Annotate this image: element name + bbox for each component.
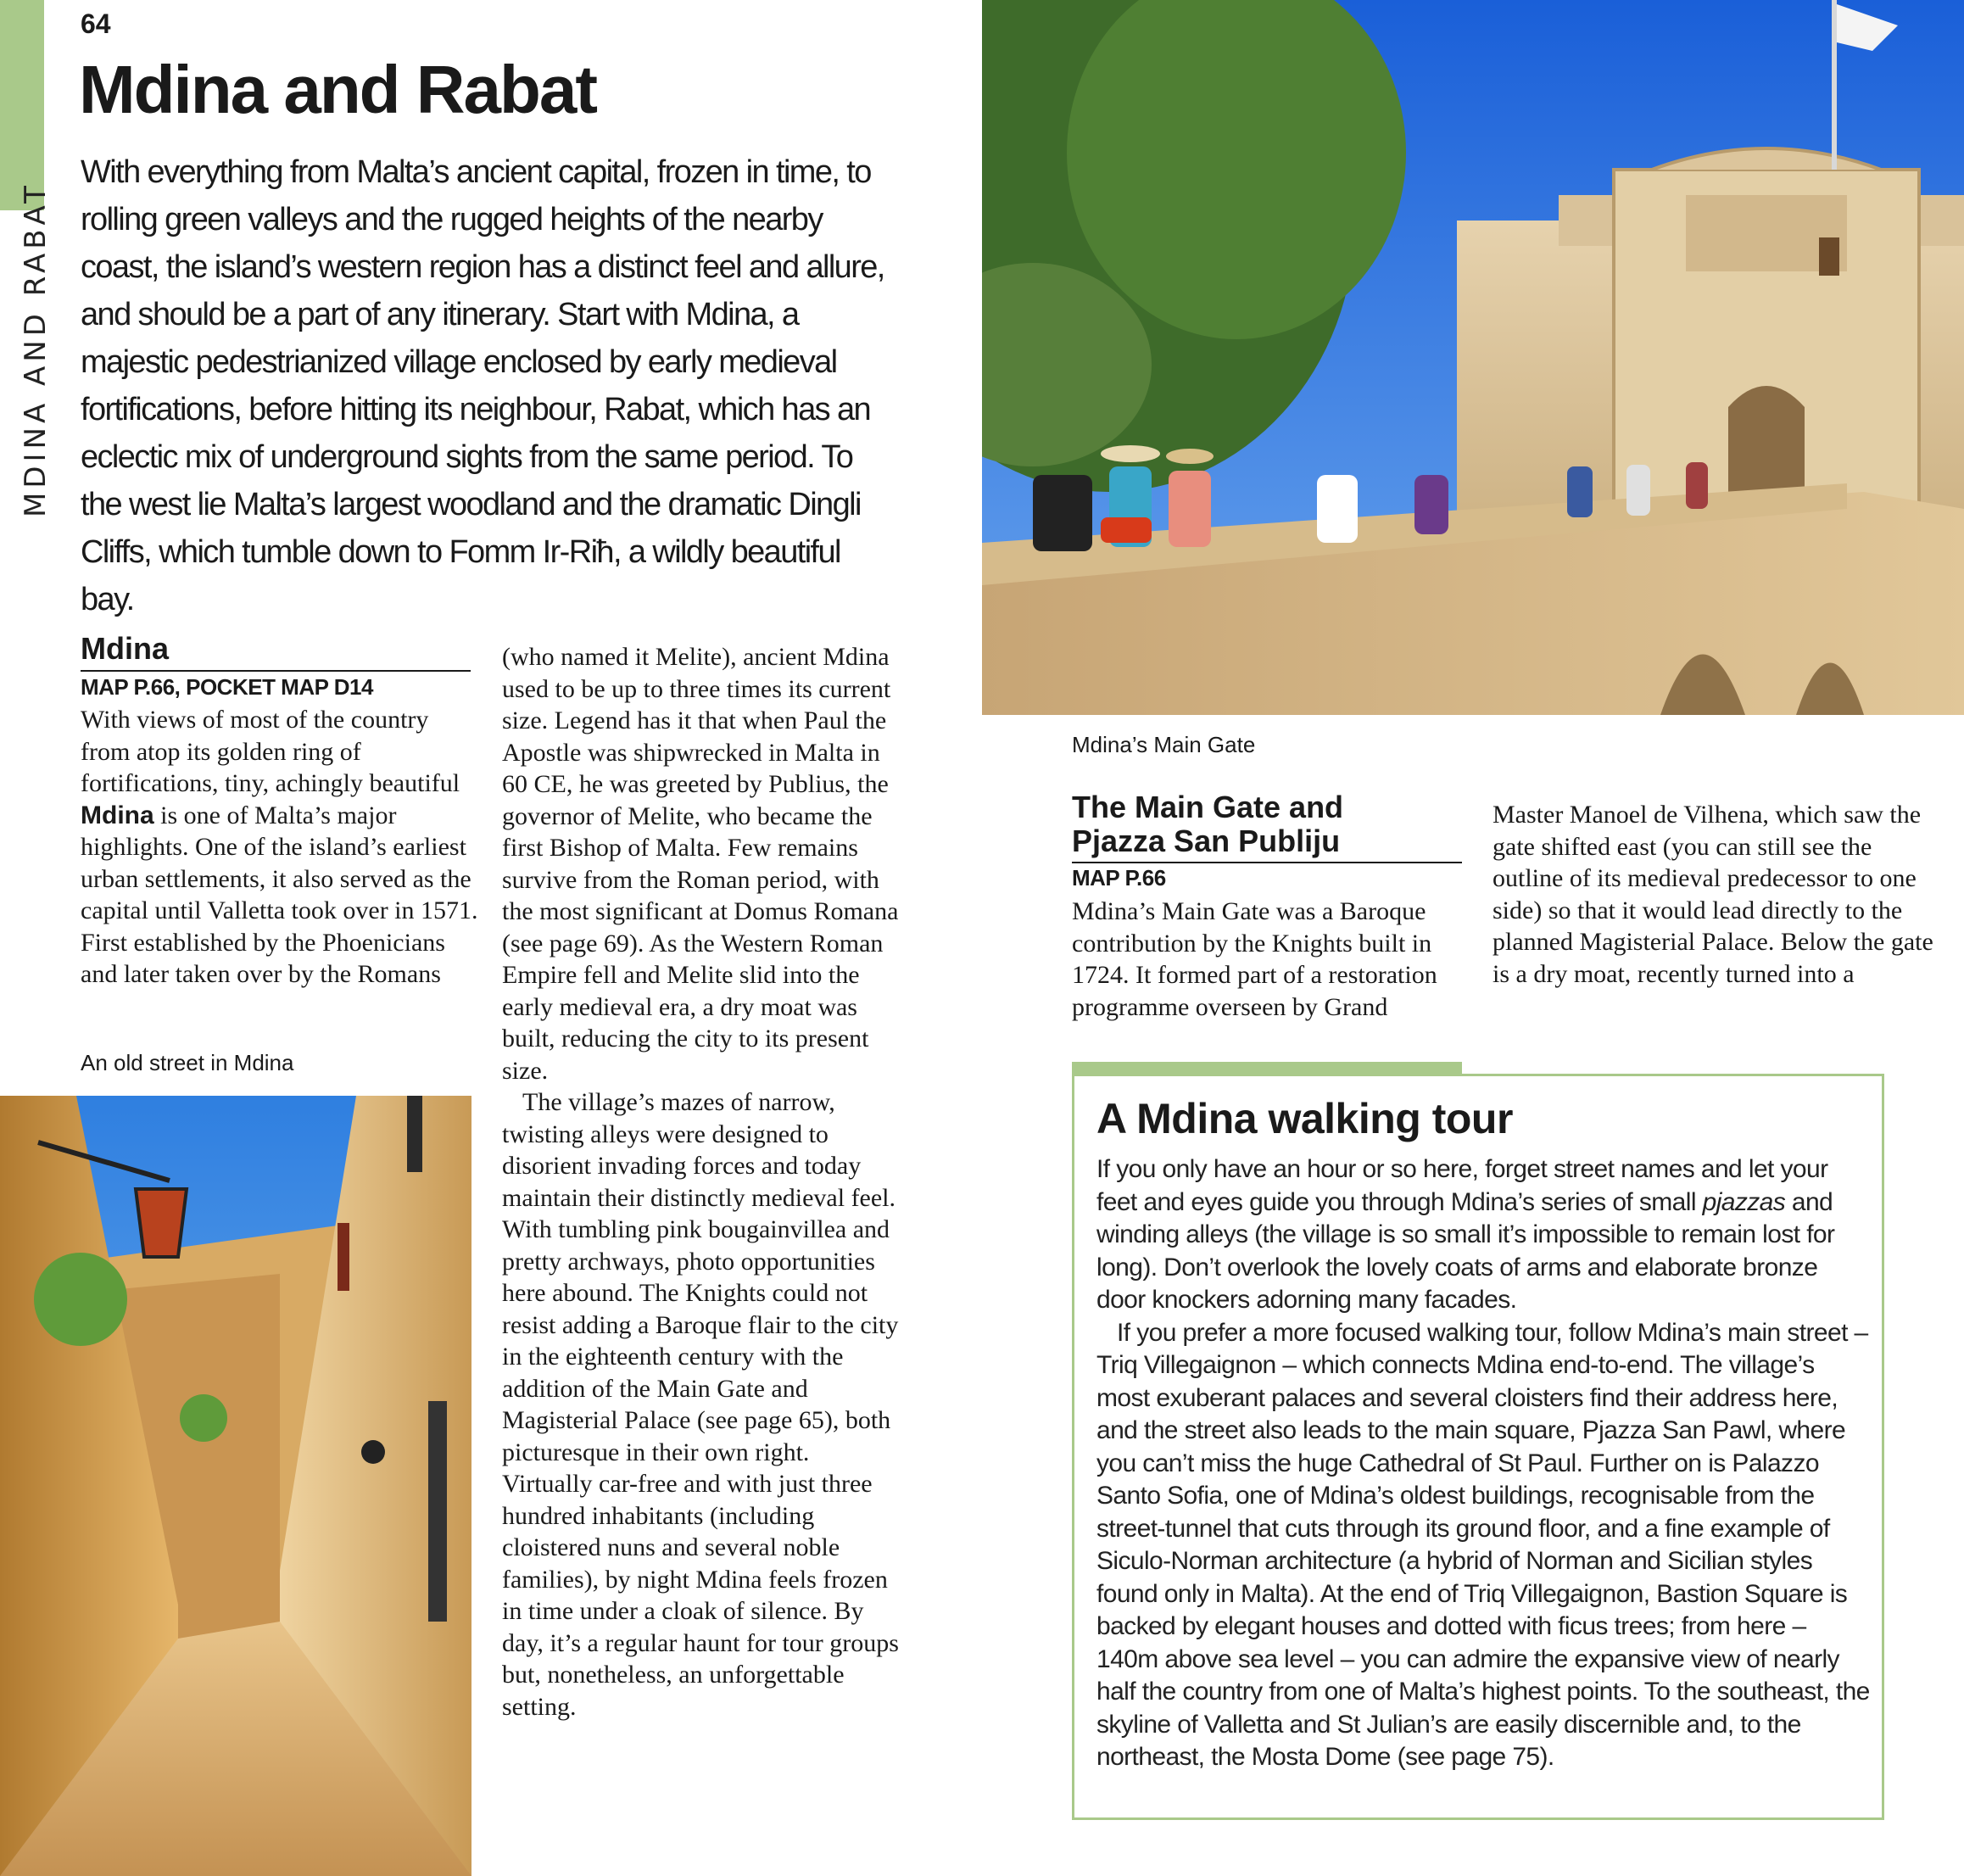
main-gate-heading bbox=[1072, 790, 1462, 858]
gate-photo-caption: Mdina’s Main Gate bbox=[1072, 732, 1256, 757]
main-gate-map-ref: MAP P.66 bbox=[1072, 865, 1166, 891]
walking-tour-accent-bar bbox=[1072, 1062, 1462, 1074]
mdina-heading-rule bbox=[81, 670, 471, 672]
walking-tour-italic-term: pjazzas bbox=[1702, 1187, 1786, 1216]
chapter-intro: With everything from Malta’s ancient capital, frozen in time, to rolling green valleys and the rugged heights of the nearby coast, the island’s western region has a distinct feel and allure, and should be a part of any itinerary. Start with Mdina, a majestic pedestrianized village enclosed by early medieval fortifications, before hitting its neighbour, Rabat, which has an eclectic mix of underground sights from the same period. To the west lie Malta’s largest woodland and the dramatic Dingli Cliffs, which tumble down to Fomm Ir-Riħ, a wildly beautiful bay. bbox=[81, 154, 884, 617]
walking-tour-heading: A Mdina walking tour bbox=[1096, 1095, 1513, 1142]
walking-tour-p2: If you prefer a more focused walking tour, follow Mdina’s main street – Triq Villegaignon – which connects Mdina end-to-end. The village’s most exuberant palaces and several cloisters find their address here, and the street also leads to the main square, Pjazza San Pawl, where you can’t miss the huge Cathedral of St Paul. Further on is Palazzo Santo Sofia, one of Mdina’s oldest buildings, recognisable from the street-tunnel that cuts through its ground floor, and a fine example of Siculo-Norman architecture (a hybrid of Norman and Sicilian styles found only in Malta). At the end of Triq Villegaignon, Bastion Square is backed by elegant houses and dotted with ficus trees; from here – 140m above sea level – you can admire the expansive view of nearly half the country from one of Malta’s highest points. To the southeast, the skyline of Valletta and St Julian’s are easily discernible and, to the northeast, the Mosta Dome (see page 75). bbox=[1096, 1318, 1870, 1771]
main-gate-heading-line1: The Main Gate and bbox=[1072, 790, 1344, 824]
walking-tour-p1: If you only have an hour or so here, forget street names and let your feet and eyes guide you through Mdina’s series of small pjazzas and winding alleys (the village is so small it’s impossible to remain lost for long). Don’t overlook the lovely coats of arms and elaborate bronze door knockers adorning many facades. bbox=[1096, 1155, 1835, 1314]
mdina-text-col2 bbox=[502, 641, 901, 1722]
main-gate-heading-rule bbox=[1072, 862, 1462, 863]
page-number: 64 bbox=[81, 8, 111, 39]
main-gate-photo bbox=[982, 0, 1964, 715]
mdina-bold-term: Mdina bbox=[81, 801, 154, 829]
street-photo-caption: An old street in Mdina bbox=[81, 1050, 294, 1075]
mdina-heading: Mdina bbox=[81, 631, 169, 666]
section-label: MDINA AND RABAT bbox=[19, 181, 53, 517]
main-gate-text-col2: Master Manoel de Vilhena, which saw the gate shifted east (you can still see the outline of its medieval predecessor to one side) so that it would lead directly to the planned Magisterial Palace. Below the gate is a dry moat, recently turned into a bbox=[1493, 801, 1933, 988]
alley-photo bbox=[0, 1096, 471, 1876]
mdina-text-continued: (who named it Melite), ancient Mdina used to be up to three times its current size. Legend has it that when Paul the Apostle was shipwrecked in Malta in 60 CE, he was greeted by Publius, the governor of Melite, who became the first Bishop of Malta. Few remains survive from the Roman period, with the most significant at Domus Romana (see page 69). As the Western Roman Empire fell and Melite slid into the early medieval era, a dry moat was built, reducing the city to its present size. bbox=[502, 643, 899, 1085]
mdina-text-col1: With views of most of the country from atop its golden ring of fortifications, tiny, achingly beautiful Mdina is one of Malta’s major highlights. One of the island’s earliest urban settlements, it also served as the capital until Valletta took over in 1571. First established by the Phoenicians and later taken over by the Romans bbox=[81, 706, 478, 988]
chapter-title: Mdina and Rabat bbox=[79, 52, 597, 127]
main-gate-text-col1: Mdina’s Main Gate was a Baroque contribution by the Knights built in 1724. It formed part of a restoration programme overseen by Grand bbox=[1072, 897, 1437, 1021]
mdina-map-ref: MAP P.66, POCKET MAP D14 bbox=[81, 674, 373, 700]
walking-tour-text bbox=[1096, 1153, 1870, 1774]
mdina-text-p2: The village’s mazes of narrow, twisting alleys were designed to disorient invading forces and today maintain their distinctly medieval feel. With tumbling pink bougainvillea and pretty archways, photo opportunities here abound. The Knights could not resist adding a Baroque flair to the city in the eighteenth century with the addition of the Main Gate and Magisterial Palace (see page 65), both picturesque in their own right. Virtually car-free and with just three hundred inhabitants (including cloistered nuns and several noble families), by night Mdina feels frozen in time under a cloak of silence. By day, it’s a regular haunt for tour groups but, nonetheless, an unforgettable setting. bbox=[502, 1088, 899, 1721]
section-accent-tab bbox=[0, 0, 44, 210]
main-gate-heading-line2: Pjazza San Publiju bbox=[1072, 824, 1341, 858]
